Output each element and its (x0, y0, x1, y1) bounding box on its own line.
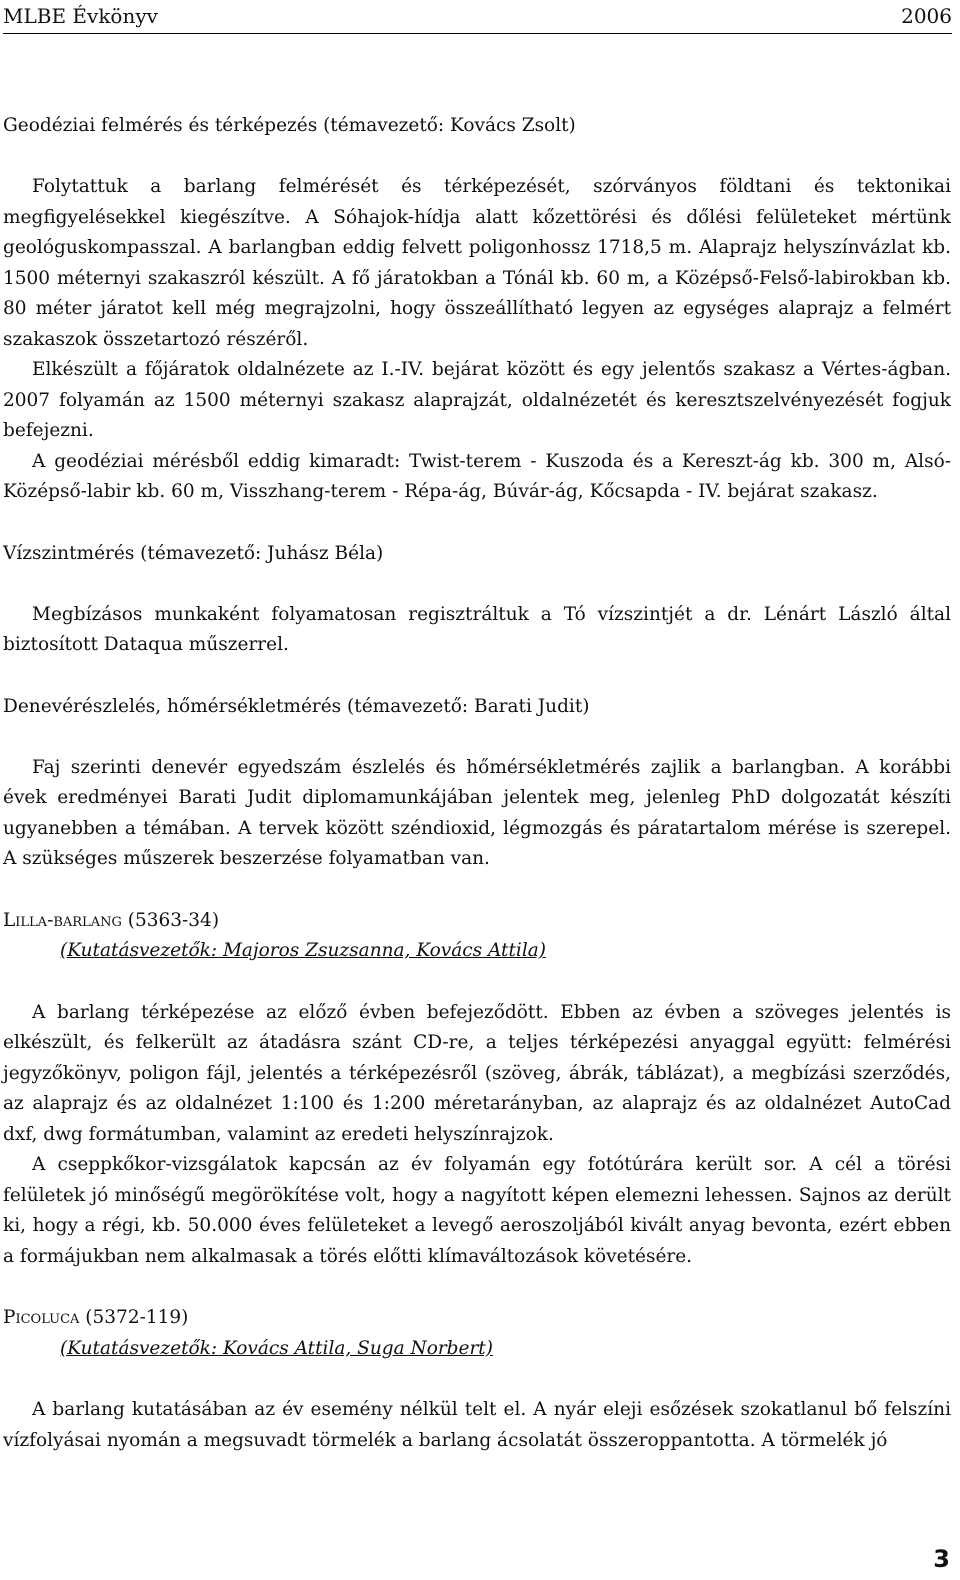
cave-name: Lilla-barlang (3, 909, 122, 931)
header-year: 2006 (901, 4, 952, 28)
page-number: 3 (933, 1545, 950, 1573)
paragraph: A barlang kutatásában az év esemény nélkül telt el. A nyár eleji esőzések szokatlanul bő felszíni vízfolyásai nyomán a megsuvadt törmelék a barlang ácsolatát összeroppantotta. A törmelék jó (3, 1399, 951, 1451)
document-body (3, 111, 951, 1456)
header-title: MLBE Évkönyv (3, 4, 158, 28)
paragraph: Elkészült a főjáratok oldalnézete az I.-IV. bejárat között és egy jelentős szakasz a Vértes-ágban. 2007 folyamán az 1500 méternyi szakasz alaprajzát, oldalnézetét és keresztszelvényezését fogjuk befejezni. (3, 359, 951, 441)
cave-code: (5372-119) (85, 1307, 189, 1328)
cave-heading (3, 1303, 951, 1334)
research-leaders: (Kutatásvezetők: Majoros Zsuzsanna, Kovács Attila) (60, 940, 546, 961)
paragraph: Megbízásos munkaként folyamatosan regisztráltuk a Tó vízszintjét a dr. Lénárt László által biztosított Dataqua műszerrel. (3, 603, 951, 655)
section-heading: Geodéziai felmérés és térképezés (témavezető: Kovács Zsolt) (3, 115, 576, 136)
cave-heading (3, 906, 951, 937)
section-heading: Vízszintmérés (témavezető: Juhász Béla) (3, 542, 384, 564)
paragraph: Faj szerinti denevér egyedszám észlelés és hőmérsékletmérés zajlik a barlangban. A korábbi évek eredményei Barati Judit diplomamunkájában jelentek meg, jelenleg PhD dolgozatát készíti ugyanebben a témában. A tervek között széndioxid, légmozgás és páratartalom mérése is szerepel. A szükséges műszerek beszerzése folyamatban van. (3, 756, 951, 869)
paragraph: A barlang térképezése az előző évben befejeződött. Ebben az évben a szöveges jelentés is elkészült, és felkerült az átadásra szánt CD-re, a teljes térképezési anyaggal együtt: felmérési jegyzőkönyv, poligon fájl, jelentés a térképezésről (szöveg, ábrák, táblázat), a megbízási szerződés, az alaprajz és az oldalnézet 1:100 és 1:200 méretarányban, az alaprajz és az oldalnézet AutoCad dxf, dwg formátumban, valamint az eredeti helyszínrajzok. (3, 1001, 951, 1145)
section-heading: Denevérészlelés, hőmérsékletmérés (témavezető: Barati Judit) (3, 695, 590, 717)
cave-code: (5363-34) (127, 909, 220, 931)
paragraph: Folytattuk a barlang felmérését és térképezését, szórványos földtani és tektonikai megfigyelésekkel kiegészítve. A Sóhajok-hídja alatt kőzettörési és dőlési felületeket mértünk geológuskompasszal. A barlangban eddig felvett poligonhossz 1718,5 m. Alaprajz helyszínvázlat kb. 1500 méternyi szakaszról készült. A fő járatokban a Tónál kb. 60 m, a Középső-Felső-labirokban kb. 80 méter járatot kell még megrajzolni, hogy összeállítható legyen az egységes alaprajz a felmért szakaszok összetartozó részéről. (3, 176, 951, 350)
running-header (3, 3, 952, 34)
cave-name: Picoluca (3, 1307, 80, 1328)
paragraph: A cseppkőkor-vizsgálatok kapcsán az év folyamán egy fotótúrára került sor. A cél a törési felületek jó minőségű megörökítése volt, hogy a nagyított képen elemezni lehessen. Sajnos az derült ki, hogy a régi, kb. 50.000 éves felületeket a levegő aeroszoljából kivált anyag bevonta, ezért ebben a formájukban nem alkalmasak a törés előtti klímaváltozások követésére. (3, 1154, 951, 1267)
paragraph: A geodéziai mérésből eddig kimaradt: Twist-terem - Kuszoda és a Kereszt-ág kb. 300 m, Alsó-Középső-labir kb. 60 m, Visszhang-terem - Répa-ág, Búvár-ág, Kőcsapda - IV. bejárat szakasz. (3, 450, 951, 502)
research-leaders: (Kutatásvezetők: Kovács Attila, Suga Norbert) (60, 1337, 493, 1359)
